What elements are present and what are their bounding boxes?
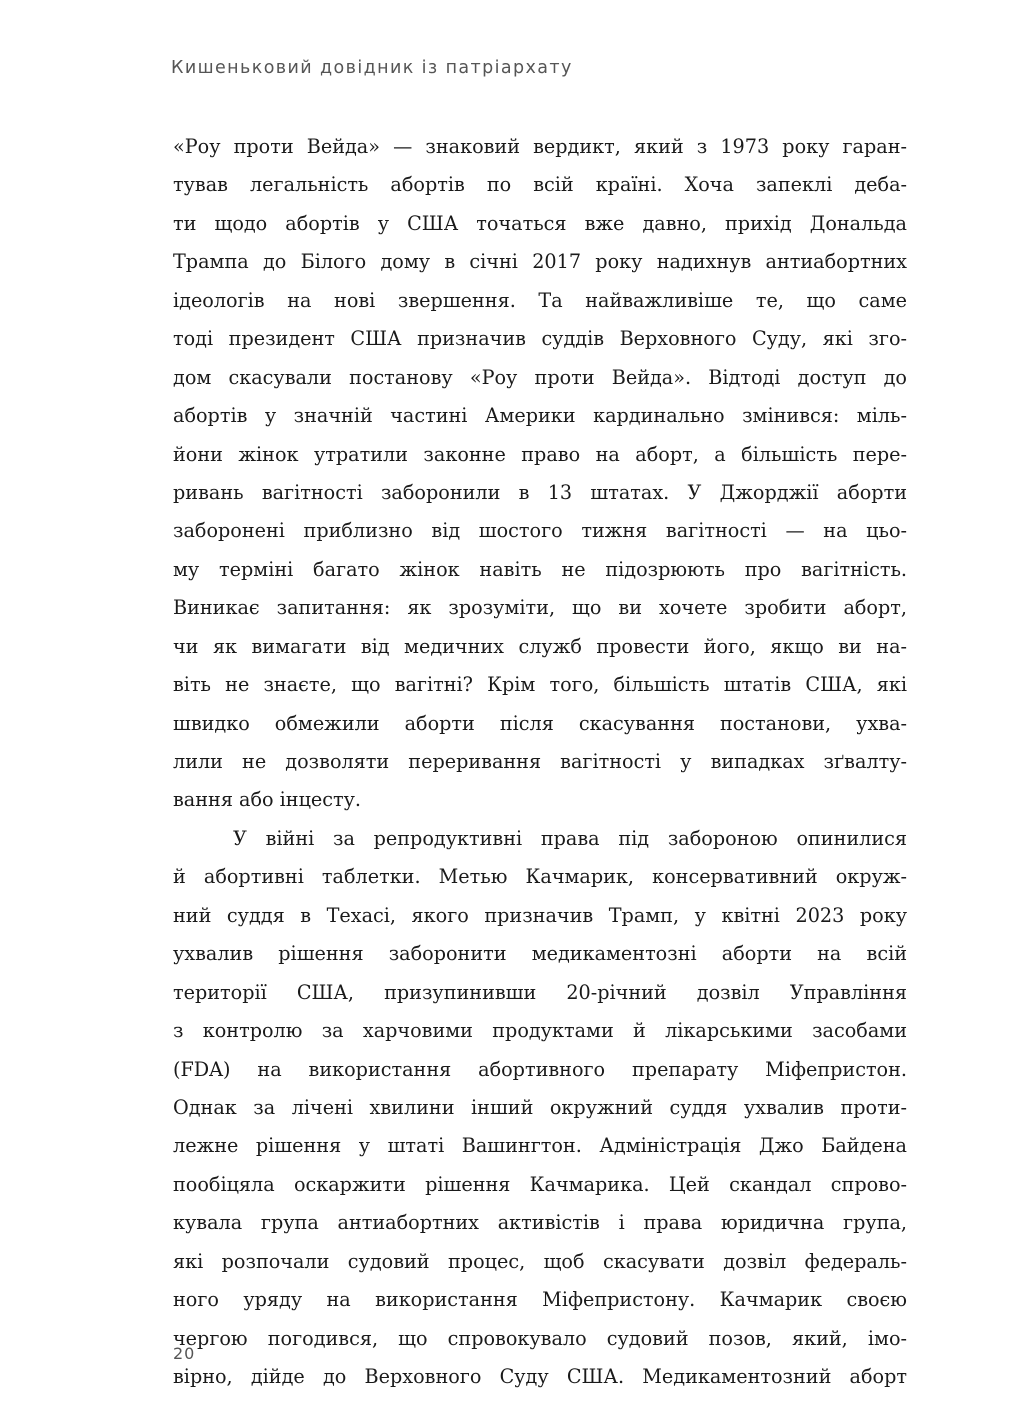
text-line: абортів у значній частині Америки кардинально змінився: міль- [173, 404, 907, 428]
text-line: ний суддя в Техасі, якого призначив Трамп, у квітні 2023 року [173, 903, 907, 927]
text-line: У війні за репродуктивні права під забороною опинилися [233, 826, 907, 850]
text-line: віть не знаєте, що вагітні? Крім того, більшість штатів США, які [173, 673, 907, 697]
text-line: чи як вимагати від медичних служб провести його, якщо ви на- [173, 634, 907, 658]
text-line: ухвалив рішення заборонити медикаментозні аборти на всій [173, 942, 907, 966]
text-line: «Роу проти Вейда» — знаковий вердикт, який з 1973 року гаран- [173, 135, 907, 158]
text-line: ти щодо абортів у США точаться вже давно, прихід Дональда [173, 211, 907, 235]
text-line: вання або інцесту. [173, 788, 362, 812]
text-line: швидко обмежили аборти після скасування постанови, ухва- [173, 711, 907, 735]
text-line: які розпочали судовий процес, щоб скасувати дозвіл федераль- [173, 1249, 907, 1273]
text-line: йони жінок утратили законне право на аборт, а більшість пере- [173, 442, 907, 466]
running-head: Кишеньковий довідник із патріархату [171, 58, 573, 78]
text-line: Трампа до Білого дому в січні 2017 року надихнув антиабортних [173, 250, 907, 274]
text-line: пообіцяла оскаржити рішення Качмарика. Цей скандал спрово- [173, 1172, 907, 1196]
text-line: Однак за лічені хвилини інший окружний суддя ухвалив проти- [173, 1095, 907, 1119]
text-line: лежне рішення у штаті Вашингтон. Адміністрація Джо Байдена [173, 1134, 907, 1158]
text-line: вірно, дійде до Верховного Суду США. Медикаментозний аборт [173, 1365, 907, 1388]
text-line: заборонені приблизно від шостого тижня вагітності — на цьо- [173, 519, 907, 543]
text-line: території США, призупинивши 20-річний дозвіл Управління [173, 980, 907, 1004]
text-line: й абортивні таблетки. Метью Качмарик, консервативний окруж- [173, 865, 907, 889]
text-line: (FDA) на використання абортивного препарату Міфепристон. [173, 1057, 907, 1081]
paragraph-1 [173, 128, 907, 820]
text-line: з контролю за харчовими продуктами й лікарськими засобами [173, 1019, 907, 1043]
text-line: кувала група антиабортних активістів і права юридична група, [173, 1211, 907, 1235]
text-line: тоді президент США призначив суддів Верховного Суду, які зго- [173, 327, 907, 351]
text-line: ного уряду на використання Міфепристону. Качмарик своєю [173, 1288, 907, 1312]
text-line: лили не дозволяти переривання вагітності у випадках зґвалту- [173, 750, 907, 773]
text-line: тував легальність абортів по всій країні. Хоча запеклі деба- [173, 173, 907, 197]
text-line: ідеологів на нові звершення. Та найважливіше те, що саме [173, 288, 907, 312]
text-line: му терміні багато жінок навіть не підозрюють про вагітність. [173, 557, 907, 581]
page-number: 20 [173, 1344, 196, 1363]
text-line: Виникає запитання: як зрозуміти, що ви хочете зробити аборт, [173, 596, 907, 620]
text-line: ривань вагітності заборонили в 13 штатах. У Джорджії аборти [173, 480, 907, 504]
text-line: чергою погодився, що спровокувало судовий позов, який, імо- [173, 1326, 907, 1350]
text-line: дом скасували постанову «Роу проти Вейда». Відтоді доступ до [173, 365, 907, 389]
paragraph-2 [173, 820, 907, 1397]
body-text [173, 128, 907, 1396]
